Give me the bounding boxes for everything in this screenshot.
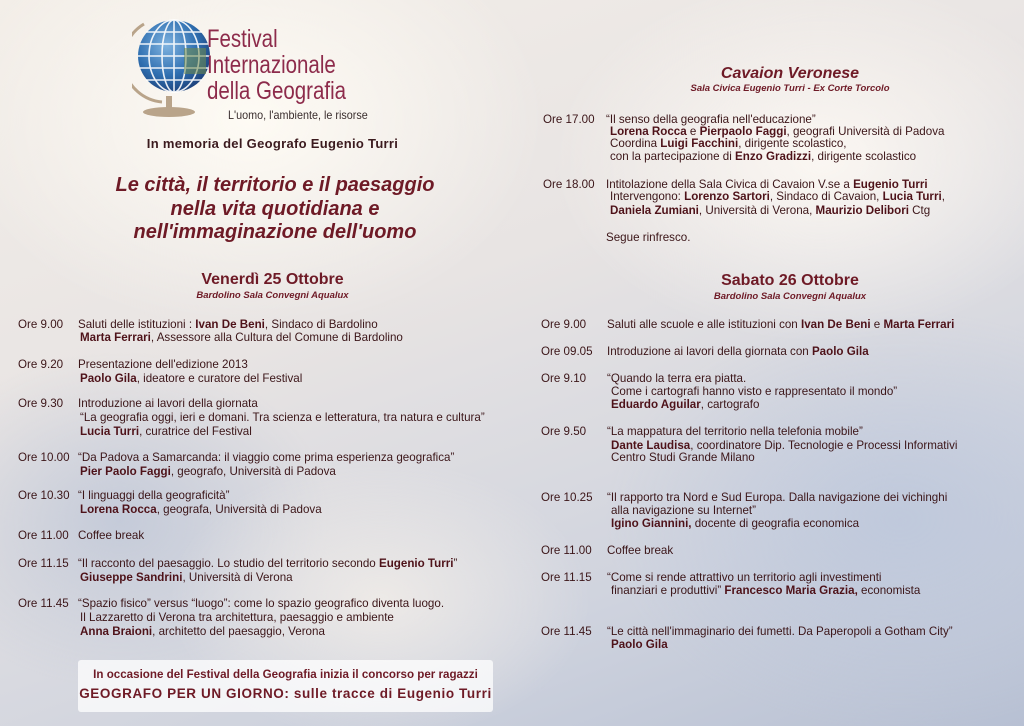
session-text: , architetto del paesaggio, Verona (152, 625, 325, 638)
friday-heading: Venerdì 25 Ottobre (201, 271, 344, 288)
memorial-heading: In memoria del Geografo Eugenio Turri (146, 136, 399, 151)
session-time: Ore 9.00 (541, 318, 587, 331)
session-line (611, 451, 755, 465)
speaker-name: Anna Braioni (80, 625, 153, 638)
session-text: Saluti delle istituzioni : (78, 318, 196, 331)
session-line (78, 397, 258, 411)
globe-icon (132, 12, 212, 120)
session-text: , ideatore e curatore del Festival (136, 372, 303, 385)
session-time: Ore 11.45 (541, 625, 592, 638)
session-time: Ore 9.00 (18, 318, 64, 331)
speaker-name: Eugenio Turri (378, 557, 454, 570)
session-text: “La geografia oggi, ieri e domani. Tra scienza e letteratura, tra natura e cultura” (80, 411, 485, 424)
cavaion-heading: Cavaion Veronese (720, 65, 860, 82)
speaker-name: Lorenzo Sartori (684, 190, 770, 203)
speaker-name: Ivan De Beni (195, 318, 265, 331)
speaker-name: Enzo Gradizzi (735, 150, 812, 163)
friday-venue: Bardolino Sala Convegni Aqualux (196, 290, 349, 301)
session-text: , (941, 190, 945, 203)
saturday-heading: Sabato 26 Ottobre (721, 272, 859, 289)
session-text: “Quando la terra era piatta. (607, 372, 747, 385)
session-text: , curatrice del Festival (139, 425, 252, 438)
session-time: Ore 9.20 (18, 358, 64, 371)
session-text: “Da Padova a Samarcanda: il viaggio come prima esperienza geografica” (78, 451, 455, 464)
logo-tagline: L'uomo, l'ambiente, le risorse (228, 108, 368, 122)
session-time: Ore 11.00 (18, 529, 69, 542)
session-time: Ore 09.05 (541, 345, 593, 358)
session-text: Coffee break (607, 544, 674, 557)
session-line (80, 571, 293, 585)
session-text: , cartografo (700, 398, 760, 411)
session-line (80, 331, 403, 345)
session-time: Ore 10.00 (18, 451, 70, 464)
session-line (607, 372, 746, 386)
session-text: e (870, 318, 884, 331)
title-line-2: nella vita quotidiana e (170, 198, 380, 220)
speaker-name: Paolo Gila (80, 372, 137, 385)
session-text: Ctg (908, 204, 931, 217)
session-line (78, 557, 457, 571)
session-line (80, 465, 336, 479)
logo-line-1: Festival (207, 25, 278, 53)
session-line (607, 425, 863, 439)
speaker-name: Dante Laudisa (611, 439, 691, 452)
title-line-3: nell'immaginazione dell'uomo (133, 221, 417, 243)
session-text: , Università di Verona (182, 571, 293, 584)
speaker-name: Daniela Zumiani (610, 204, 699, 217)
session-text: , dirigente scolastico (811, 150, 917, 163)
speaker-name: Marta Ferrari (883, 318, 955, 331)
session-line (606, 231, 690, 245)
session-text: Intitolazione della Sala Civica di Cavaion V.se a (606, 178, 854, 191)
session-text: , geografo, Università di Padova (170, 465, 336, 478)
session-time: Ore 11.15 (541, 571, 592, 584)
session-line (611, 504, 756, 518)
session-line (607, 544, 673, 558)
session-line (80, 411, 485, 425)
session-line (611, 517, 859, 531)
session-line (610, 190, 945, 204)
session-text: “Il rapporto tra Nord e Sud Europa. Dalla navigazione dei vichinghi (607, 491, 948, 504)
session-text: , geografi Università di Padova (786, 125, 945, 138)
session-text: , Sindaco di Bardolino (264, 318, 378, 331)
session-text: finanziari e produttivi” (611, 584, 725, 597)
session-time: Ore 18.00 (543, 178, 595, 191)
session-time: Ore 17.00 (543, 113, 595, 126)
session-text: docente di geografia economica (691, 517, 860, 530)
speaker-name: Eugenio Turri (853, 178, 928, 191)
session-line (607, 318, 954, 332)
session-line (607, 625, 953, 639)
session-line (78, 451, 454, 465)
session-line (80, 372, 302, 386)
session-time: Ore 9.50 (541, 425, 587, 438)
speaker-name: Marta Ferrari (80, 331, 151, 344)
speaker-name: Giuseppe Sandrini (80, 571, 183, 584)
session-line (80, 503, 322, 517)
session-text: Saluti alle scuole e alle istituzioni con (607, 318, 801, 331)
session-line (611, 385, 897, 399)
session-text: Come i cartografi hanno visto e rappresentato il mondo” (611, 385, 898, 398)
speaker-name: Pierpaolo Faggi (699, 125, 787, 138)
speaker-name: Eduardo Aguilar (611, 398, 701, 411)
session-text: Segue rinfresco. (606, 231, 691, 244)
session-line (78, 318, 378, 332)
speaker-name: Ivan De Beni (800, 318, 871, 331)
session-line (611, 398, 759, 412)
session-time: Ore 9.10 (541, 372, 587, 385)
session-text: con la partecipazione di (610, 150, 736, 163)
session-text: Coordina (610, 137, 661, 150)
session-line (78, 358, 248, 372)
session-line (78, 529, 144, 543)
logo-line-3: della Geografia (207, 77, 347, 105)
speaker-name: Lorena Rocca (80, 503, 157, 516)
session-line (610, 204, 930, 218)
session-text: “La mappatura del territorio nella telefonia mobile” (607, 425, 863, 438)
speaker-name: Luigi Facchini (660, 137, 739, 150)
session-time: Ore 11.00 (541, 544, 592, 557)
session-line (611, 638, 668, 652)
speaker-name: Lucia Turri (882, 190, 942, 203)
cavaion-venue: Sala Civica Eugenio Turri - Ex Corte Torcolo (690, 83, 890, 94)
session-text: Intervengono: (610, 190, 685, 203)
session-time: Ore 10.25 (541, 491, 593, 504)
speaker-name: Lucia Turri (80, 425, 140, 438)
session-text: ” (453, 557, 458, 570)
session-line (607, 571, 882, 585)
session-line (611, 584, 920, 598)
speaker-name: Lorena Rocca (610, 125, 687, 138)
logo-line-2: Internazionale (207, 51, 336, 79)
speaker-name: Paolo Gila (811, 345, 869, 358)
session-text: Introduzione ai lavori della giornata (78, 397, 258, 410)
session-text: alla navigazione su Internet” (611, 504, 757, 517)
speaker-name: Maurizio Delibori (815, 204, 909, 217)
session-line (78, 489, 229, 503)
session-text: Presentazione dell'edizione 2013 (78, 358, 248, 371)
session-text: “Spazio fisico” versus “luogo”: come lo spazio geografico diventa luogo. (78, 597, 445, 610)
speaker-name: Igino Giannini, (611, 517, 692, 530)
session-text: “Come si rende attrattivo un territorio agli investimenti (607, 571, 882, 584)
session-text: “I linguaggi della geograficità” (78, 489, 230, 502)
session-line (80, 611, 394, 625)
session-line (607, 491, 947, 505)
session-text: Il Lazzaretto di Verona tra architettura, paesaggio e ambiente (80, 611, 394, 624)
speaker-name: Pier Paolo Faggi (80, 465, 171, 478)
session-text: , coordinatore Dip. Tecnologie e Processi Informativi (690, 439, 958, 452)
session-text: Coffee break (78, 529, 145, 542)
session-time: Ore 11.15 (18, 557, 69, 570)
session-text: “Il senso della geografia nell'educazione” (606, 113, 816, 126)
session-line (78, 597, 444, 611)
session-text: “Le città nell'immaginario dei fumetti. Da Paperopoli a Gotham City” (607, 625, 953, 638)
session-text: “Il racconto del paesaggio. Lo studio del territorio secondo (78, 557, 379, 570)
session-time: Ore 10.30 (18, 489, 70, 502)
session-text: Introduzione ai lavori della giornata con (607, 345, 812, 358)
session-text: Centro Studi Grande Milano (611, 451, 755, 464)
session-line (607, 345, 869, 359)
session-time: Ore 11.45 (18, 597, 69, 610)
contest-title: GEOGRAFO PER UN GIORNO: sulle tracce di Eugenio Turri (79, 686, 492, 701)
saturday-venue: Bardolino Sala Convegni Aqualux (713, 291, 867, 302)
session-text: economista (857, 584, 921, 597)
contest-box (78, 660, 493, 712)
session-text: , Università di Verona, (698, 204, 816, 217)
session-text: , Sindaco di Cavaion, (769, 190, 883, 203)
session-text: , geografa, Università di Padova (156, 503, 322, 516)
session-line (80, 625, 325, 639)
title-line-1: Le città, il territorio e il paesaggio (115, 174, 435, 196)
session-line (610, 137, 847, 151)
session-text: , Assessore alla Cultura del Comune di Bardolino (150, 331, 403, 344)
session-text: , dirigente scolastico, (738, 137, 847, 150)
contest-intro: In occasione del Festival della Geografia inizia il concorso per ragazzi (93, 668, 478, 681)
session-line (80, 425, 252, 439)
session-time: Ore 9.30 (18, 397, 64, 410)
speaker-name: Francesco Maria Grazia, (724, 584, 858, 597)
session-text: e (686, 125, 700, 138)
speaker-name: Paolo Gila (611, 638, 668, 651)
session-line (610, 150, 916, 164)
